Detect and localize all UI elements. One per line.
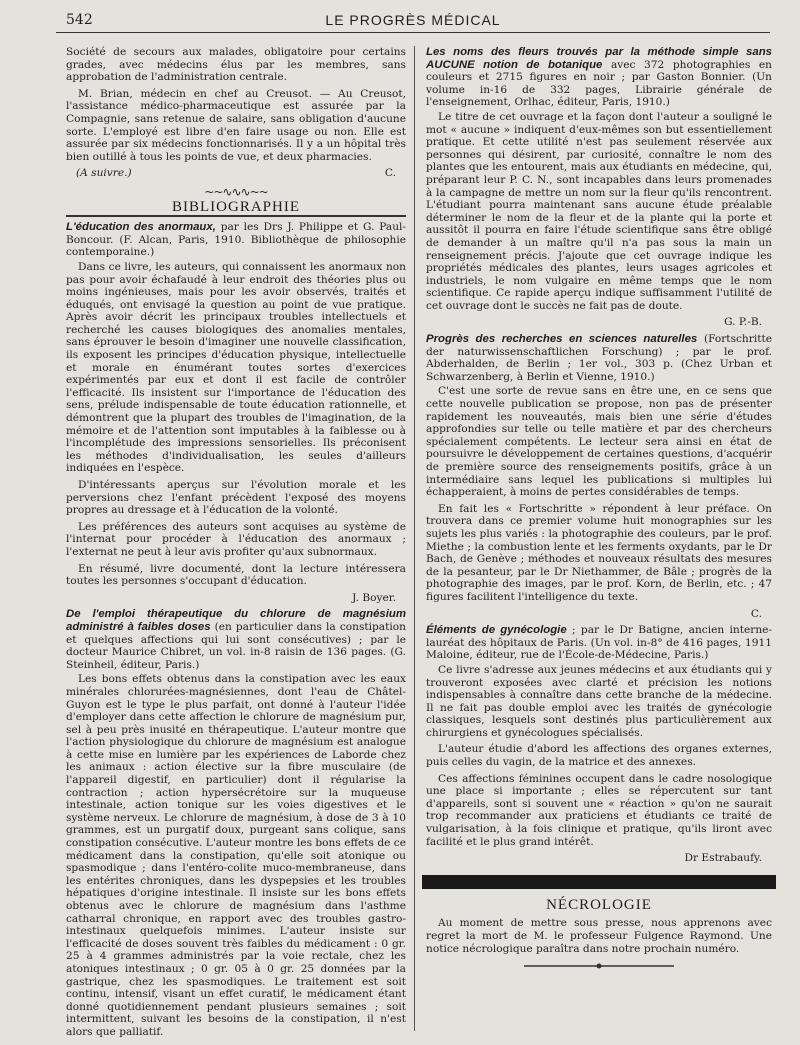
review-signature: J. Boyer. (352, 591, 396, 604)
book-title: Éléments de gynécologie (426, 624, 567, 637)
mourning-bar (422, 875, 776, 889)
book-title: Progrès des recherches en sciences naturelles (426, 333, 698, 346)
necrology-paragraph: Au moment de mettre sous presse, nous apprenons avec regret la mort de M. le professeur Fulgence Raymond. Une notice nécrologique paraîtra dans notre prochain numéro. (426, 917, 772, 955)
review-paragraph: Le titre de cet ouvrage et la façon dont l'auteur a souligné le mot « aucune » indiquent d'eux-mêmes son but essentiellement pratique. Et cette utilité n'est pas seulement réservée aux personnes qui désirent, par curiosité, connaître le nom des plantes que les entourent, mais aux étudiants en médecine, qui, préparant leur P. C. N., sont incapables dans leurs promenades à la campagne de mettre un nom sur la fleur qu'ils rencontrent. L'étudiant pourra maintenant sans aucune étude préalable déterminer le nom de la fleur et de la plante qui la porte et aussitôt il pourra en faire l'étude scientifique sans être obligé de demander à un maître qu'il n'a pas sous la main un renseignement précis. J'ajoute que cet ouvrage indique les propriétés médicales des plantes, leurs usages agricoles et industriels, le nom vulgaire en même temps que le nom scientifique. Ce rapide aperçu indique suffisamment l'utilité de cet ouvrage dont le succès ne fait pas de doute. (426, 110, 772, 312)
intro-signature-line (66, 167, 406, 180)
section-title-bibliographie: BIBLIOGRAPHIE (66, 201, 406, 218)
review-paragraph: D'intéressants aperçus sur l'évolution morale et les perversions chez l'enfant précèdent l'exposé des moyens propres au dressage et à l'éducation de la volonté. (66, 479, 406, 517)
book-reference: (en particulier dans la constipation et quelques affections qui lui sont consécutives) ; par le docteur Maurice Chibret, un vol. in-8 raisin de 136 pages. (G. Steinheil, éditeur, Paris.) (66, 620, 406, 671)
page-header (56, 10, 770, 33)
review-paragraph: Les bons effets obtenus dans la constipation avec les eaux minérales chlorurées-magnésiennes, dont l'eau de Châtel-Guyon est le type le plus parfait, ont donné à l'auteur l'idée d'employer dans cette affection le chlorure de magnésium pur, sel à peu près inusité en thérapeutique. L'auteur montre que l'action physiologique du chlorure de magnésium est analogue à cette mise en lumière par les expériences de Laborde chez les animaux : action élective sur la fibre musculaire (de l'appareil digestif, en particulier) dont il régularise la contraction ; action hypersécrétoire sur la muqueuse intestinale, action tonique sur les voies digestives et le système nerveux. Le chlorure de magnésium, à dose de 3 à 10 grammes, est un purgatif doux, purgeant sans colique, sans constipation consécutive. L'auteur montre les bons effets de ce médicament dans la constipation, qu'elle soit atonique ou spasmodique ; dans l'entéro-colite muco-membraneuse, dans les entérites chroniques, dans les dyspepsies et les troubles hépatiques d'origine intestinale. Il insiste sur les bons effets obtenus avec le chlorure de magnésium dans l'asthme catharral chronique, en rapport avec des troubles gastro-intestinaux quelquefois minimes. L'auteur insiste sur l'efficacité de doses souvent très faibles du médicament : 0 gr. 25 à 4 grammes administrés par la voie rectale, chez les atoniques intestinaux ; 0 gr. 05 à 0 gr. 25 données par la gastrique, chez les spasmodiques. Le traitement est soit continu, intensif, visant un effet curatif, le médicament étant donné quotidiennement pendant plusieurs semaines ; soit intermittent, suivant les besoins de la constipation, il n'est alors que palliatif. (66, 673, 406, 1038)
journal-title: LE PROGRÈS MÉDICAL (325, 12, 501, 28)
book-title: Les noms des fleurs trouvés par la méthode simple sans AUCUNE notion de botanique (426, 46, 772, 71)
review-paragraph: En fait les « Fortschritte » répondent à leur préface. On trouvera dans ce premier volume huit monographies sur les sujets les plus variés : la photographie des couleurs, par le prof. Miethe ; la combustion lente et les ferments oxydants, par le Dr Bach, de Genève ; méthodes et nouveaux résultats des mesures de la pesanteur, par le Dr Niethammer, de Bâle ; progrès de la photographie des images, par le prof. Korn, de Berlin, etc. ; 47 figures facilitent l'intelligence du texte. (426, 502, 772, 603)
review-signature: Dr Estrabaufy. (684, 852, 762, 865)
review-paragraph: Les préférences des auteurs sont acquises au système de l'internat pour procéder à l'éducation des anormaux ; l'externat ne peut à leur avis profiter qu'aux subnormaux. (66, 520, 406, 558)
section-title-necrologie: NÉCROLOGIE (546, 896, 652, 913)
intro-signature: C. (384, 167, 396, 180)
book-reference: ; par le Dr Batigne, ancien interne-lauréat des hôpitaux de Paris. (Un vol. in-8° de 416 pages, 1911 Maloine, éditeur, rue de l'École-de-Médecine, Paris.) (426, 624, 772, 662)
ornament-divider: ~~∿∿∿~~ (204, 184, 268, 199)
book-entry-progres (426, 333, 772, 383)
book-reference: avec 372 photographies en couleurs et 2715 figures en noir ; par Gaston Bonnier. (Un volume in-16 de 332 pages, Librairie générale de l'enseignement, Orlhac, éditeur, Paris, 1910.) (426, 58, 772, 109)
intro-paragraph: Société de secours aux malades, obligatoire pour certains grades, avec médecins élus par les membres, sans approbation de l'administration centrale. (66, 46, 406, 84)
right-column (426, 46, 772, 975)
review-paragraph: Ce livre s'adresse aux jeunes médecins et aux étudiants qui y trouveront exposées avec clarté et précision les notions indispensables à connaître dans cette branche de la médecine. Il ne fait pas double emploi avec les traités de gynécologie classiques, lesquels sont destinés plus particulièrement aux chirurgiens et gynécologues spécialisés. (426, 663, 772, 739)
book-title: L'éducation des anormaux, (66, 221, 216, 234)
review-paragraph: Ces affections féminines occupent dans le cadre nosologique une place si importante ; elles se répercutent sur tant d'appareils, sont si souvent une « réaction » qu'on ne saurait trop recommander aux praticiens et étudiants ce traité de vulgarisation, à la fois clinique et pratique, qu'ils liront avec facilité et le plus grand intérêt. (426, 772, 772, 848)
end-ornament (426, 961, 772, 975)
column-divider (414, 46, 415, 1031)
book-reference: (Fortschritte der naturwissenschaftlichen Forschung) ; par le prof. Abderhalden, de Berlin ; 1er vol., 303 p. (Chez Urban et Schwarzenberg, à Berlin et Vienne, 1910.) (426, 333, 772, 383)
review-paragraph: Dans ce livre, les auteurs, qui connaissent les anormaux non pas pour avoir échafaudé à leur endroit des théories plus ou moins ingénieuses, mais pour les avoir observés, traités et éduqués, ont envisagé la question au point de vue pratique. Après avoir décrit les principaux troubles intellectuels et recherché les causes biologiques des anomalies mentales, sans éprouver le besoin d'imaginer une nouvelle classification, ils exposent les principes d'éducation physique, intellectuelle et morale en énumérant toutes sortes d'exercices expérimentés par eux et dont il est facile de contrôler l'efficacité. Ils insistent sur l'importance de l'éducation des sens, prélude indispensable de toute éducation rationnelle, et démontrent que la plupart des troubles de l'imagination, de la mémoire et de l'attention sont imputables à la faiblesse ou à l'incomplétude des impressions sensorielles. Ils préconisent les méthodes d'individualisation, les seules d'ailleurs indiquées en l'espèce. (66, 260, 406, 475)
review-paragraph: En résumé, livre documenté, dont la lecture intéressera toutes les personnes s'occupant d'éducation. (66, 562, 406, 588)
book-entry-fleurs (426, 46, 772, 109)
to-be-continued: (A suivre.) (76, 167, 132, 180)
book-entry-anormaux (66, 221, 406, 259)
book-entry-chlorure (66, 608, 406, 671)
end-rule-line (524, 961, 674, 971)
review-signature: C. (750, 607, 762, 620)
left-column (66, 46, 406, 1043)
review-signature: G. P.-B. (724, 316, 762, 329)
book-entry-gynecologie (426, 624, 772, 662)
review-paragraph: L'auteur étudie d'abord les affections des organes externes, puis celles du vagin, de la matrice et des annexes. (426, 743, 772, 769)
book-reference: par les Drs J. Philippe et G. Paul-Boncour. (F. Alcan, Paris, 1910. Bibliothèque de philosophie contemporaine.) (66, 221, 406, 259)
review-paragraph: C'est une sorte de revue sans en être une, en ce sens que cette nouvelle publication se propose, non pas de présenter rapidement les nouveautés, mais bien une série d'études approfondies sur telle ou telle matière et par des chercheurs spécialement compétents. Le lecteur sera ainsi en état de poursuivre le développement de certaines questions, d'acquérir de première source des renseignements positifs, grâce à un intermédiaire sans lequel les publications si multiples lui échapperaient, à moins de pertes considérables de temps. (426, 385, 772, 499)
page-number: 542 (66, 12, 93, 28)
intro-paragraph: M. Brian, médecin en chef au Creusot. — Au Creusot, l'assistance médico-pharmaceutique est assurée par la Compagnie, sans retenue de salaire, sans obligation d'aucune sorte. L'employé est libre d'en faire usage ou non. Elle est assurée par six médecins fonctionnarisés. Il y a un hôpital très bien outillé à tous les points de vue, et deux pharmacies. (66, 87, 406, 163)
book-title: De l'emploi thérapeutique du chlorure de magnésium administré à faibles doses (66, 608, 406, 633)
